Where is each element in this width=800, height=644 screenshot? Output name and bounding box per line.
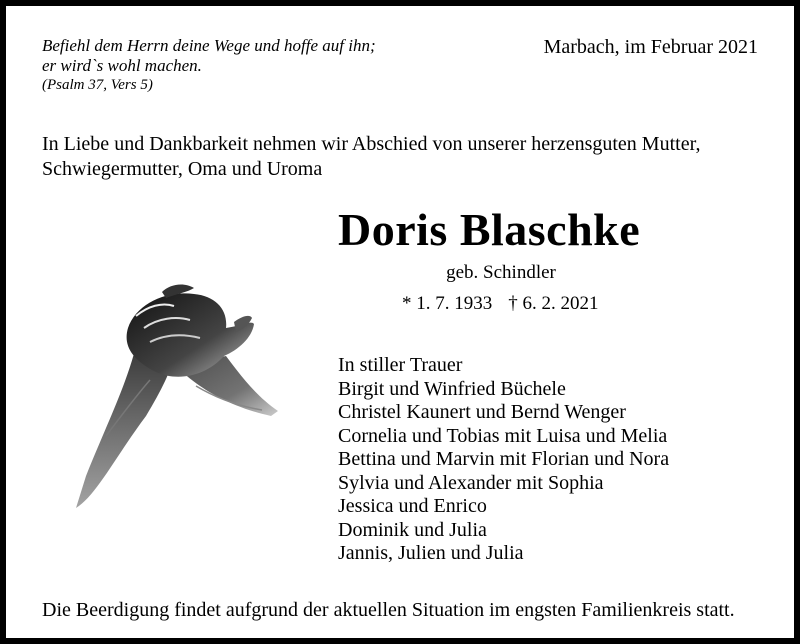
verse-line-2: er wird`s wohl machen. — [42, 56, 202, 75]
list-item: Jannis, Julien und Julia — [338, 542, 524, 564]
maiden-name: geb. Schindler — [446, 262, 556, 283]
intro-line-1: In Liebe und Dankbarkeit nehmen wir Abschied von unserer herzensguten Mutter, — [42, 133, 701, 155]
list-item: Christel Kaunert und Bernd Wenger — [338, 401, 626, 423]
praying-hands-icon — [66, 276, 286, 516]
intro-line-2: Schwiegermutter, Oma und Uroma — [42, 158, 323, 180]
death-date: † 6. 2. 2021 — [508, 293, 599, 314]
verse-reference: (Psalm 37, Vers 5) — [42, 77, 153, 93]
deceased-name: Doris Blaschke — [338, 204, 641, 255]
list-item: Cornelia und Tobias mit Luisa und Melia — [338, 424, 668, 447]
list-item: Birgit und Winfried Büchele — [338, 377, 566, 400]
mourners-list — [338, 354, 669, 566]
verse-line-1: Befiehl dem Herrn deine Wege und hoffe auf ihn; — [42, 36, 376, 55]
birth-date: * 1. 7. 1933 — [402, 293, 493, 314]
list-item: Sylvia und Alexander mit Sophia — [338, 471, 604, 494]
list-item: Dominik und Julia — [338, 518, 487, 541]
mourners-heading: In stiller Trauer — [338, 354, 463, 376]
place-date: Marbach, im Februar 2021 — [543, 36, 758, 58]
list-item: Jessica und Enrico — [338, 495, 487, 517]
intro-text — [42, 132, 772, 182]
bible-verse — [42, 36, 442, 95]
funeral-note: Die Beerdigung findet aufgrund der aktuellen Situation im engsten Familienkreis statt. — [42, 599, 735, 621]
life-dates — [402, 293, 599, 315]
list-item: Bettina und Marvin mit Florian und Nora — [338, 448, 670, 470]
